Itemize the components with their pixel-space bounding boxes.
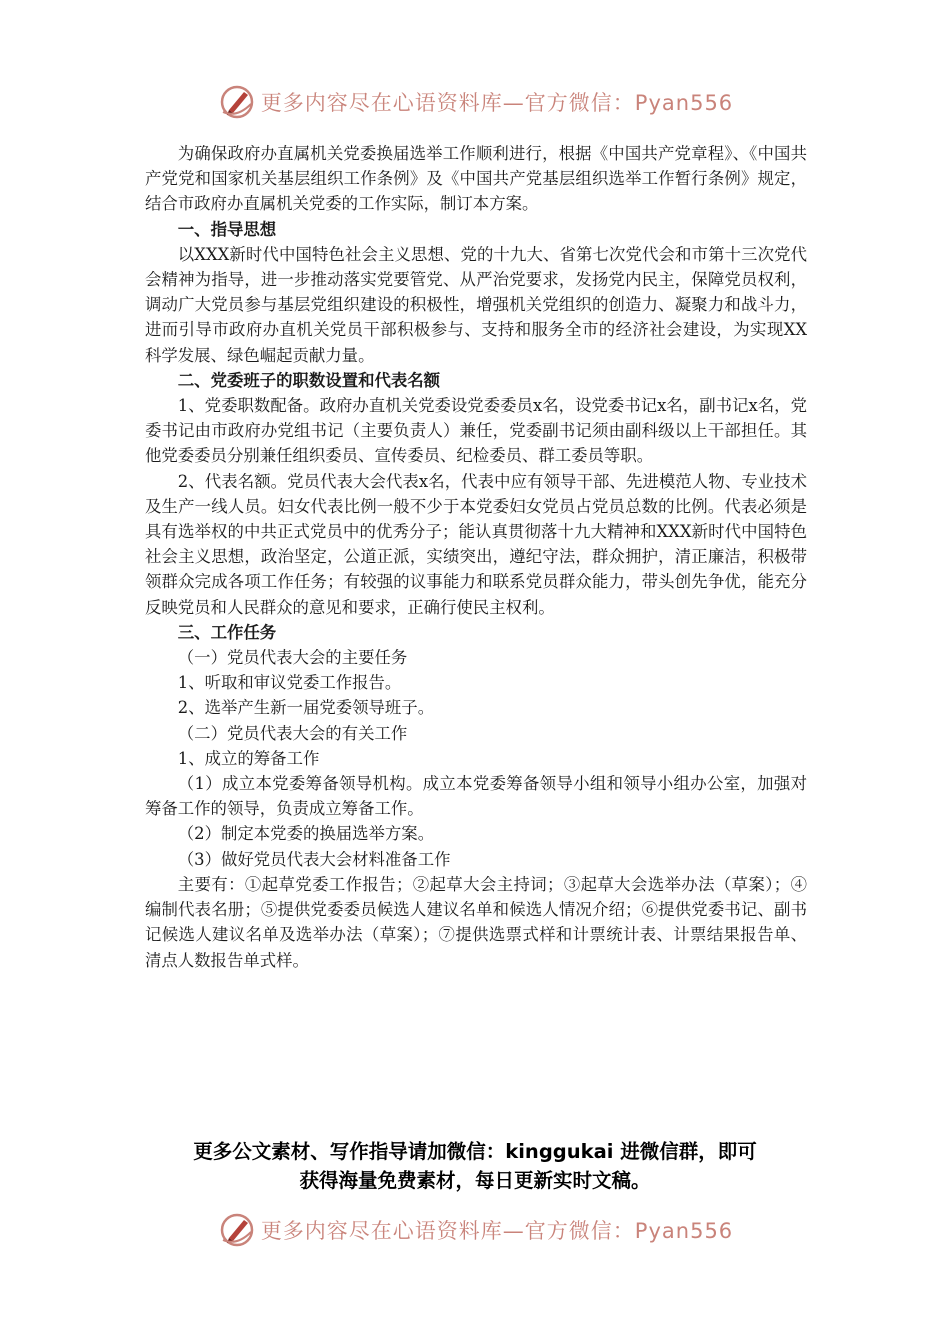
section-3-heading: 三、工作任务	[177, 622, 277, 642]
watermark-footer	[0, 1208, 950, 1252]
section-1-heading: 一、指导思想	[177, 219, 277, 239]
section-3-item: 1、成立的筹备工作	[177, 748, 320, 768]
document-body	[145, 141, 807, 973]
intro-paragraph: 为确保政府办直属机关党委换届选举工作顺利进行，根据《中国共产党章程》、《中国共产党党和国家机关基层组织工作条例》及《中国共产党基层组织选举工作暂行条例》规定，结合市政府办直属机关党委的工作实际，制订本方案。	[145, 144, 807, 214]
section-3-item: 主要有：①起草党委工作报告；②起草大会主持词；③起草大会选举办法（草案）；④编制代表名册；⑤提供党委委员候选人建议名单和候选人情况介绍；⑥提供党委书记、副书记候选人建议名单及选举办法（草案）；⑦提供选票式样和计票统计表、计票结果报告单、清点人数报告单式样。	[145, 874, 807, 970]
section-3-item: （2）制定本党委的换届选举方案。	[177, 824, 435, 844]
pen-logo-icon	[217, 1210, 257, 1250]
section-3-subheading-2: （二）党员代表大会的有关工作	[177, 723, 408, 743]
footer-line-1: 更多公文素材、写作指导请加微信：kinggukai 进微信群，即可	[193, 1140, 757, 1163]
section-2-paragraph-2: 2、代表名额。党员代表大会代表x名，代表中应有领导干部、先进模范人物、专业技术及生产一线人员。妇女代表比例一般不少于本党委妇女党员占党员总数的比例。代表必须是具有选举权的中共正式党员中的优秀分子；能认真贯彻落十九大精神和XXX新时代中国特色社会主义思想，政治坚定，公道正派，实绩突出，遵纪守法，群众拥护，清正廉洁，积极带领群众完成各项工作任务；有较强的议事能力和联系党员群众能力，带头创先争优，能充分反映党员和人民群众的意见和要求，正确行使民主权利。	[145, 471, 807, 617]
section-3-subheading-1: （一）党员代表大会的主要任务	[177, 648, 408, 668]
section-3-item: 2、选举产生新一届党委领导班子。	[177, 698, 435, 718]
section-1-paragraph: 以XXX新时代中国特色社会主义思想、党的十九大、省第七次党代会和市第十三次党代会精神为指导，进一步推动落实党要管党、从严治党要求，发扬党内民主，保障党员权利，调动广大党员参与基层党组织建设的积极性，增强机关党组织的创造力、凝聚力和战斗力，进而引导市政府办直机关党员干部积极参与、支持和服务全市的经济社会建设，为实现XX科学发展、绿色崛起贡献力量。	[145, 244, 807, 365]
section-3-item: （1）成立本党委筹备领导机构。成立本党委筹备领导小组和领导小组办公室，加强对筹备工作的领导，负责成立筹备工作。	[145, 774, 807, 819]
watermark-text: 更多内容尽在心语资料库—官方微信：Pyan556	[260, 1219, 734, 1243]
section-3-item: （3）做好党员代表大会材料准备工作	[177, 849, 451, 869]
pen-logo-icon	[217, 82, 257, 122]
footer-line-2: 获得海量免费素材，每日更新实时文稿。	[299, 1169, 651, 1192]
section-2-heading: 二、党委班子的职数设置和代表名额	[177, 370, 441, 390]
watermark-header	[0, 80, 950, 124]
watermark-text: 更多内容尽在心语资料库—官方微信：Pyan556	[260, 91, 734, 115]
section-2-paragraph-1: 1、党委职数配备。政府办直机关党委设党委委员x名，设党委书记x名，副书记x名，党委书记由市政府办党组书记（主要负责人）兼任，党委副书记须由副科级以上干部担任。其他党委委员分别兼任组织委员、宣传委员、纪检委员、群工委员等职。	[145, 396, 807, 466]
footer-promo	[100, 1137, 850, 1195]
section-3-item: 1、听取和审议党委工作报告。	[177, 673, 402, 693]
